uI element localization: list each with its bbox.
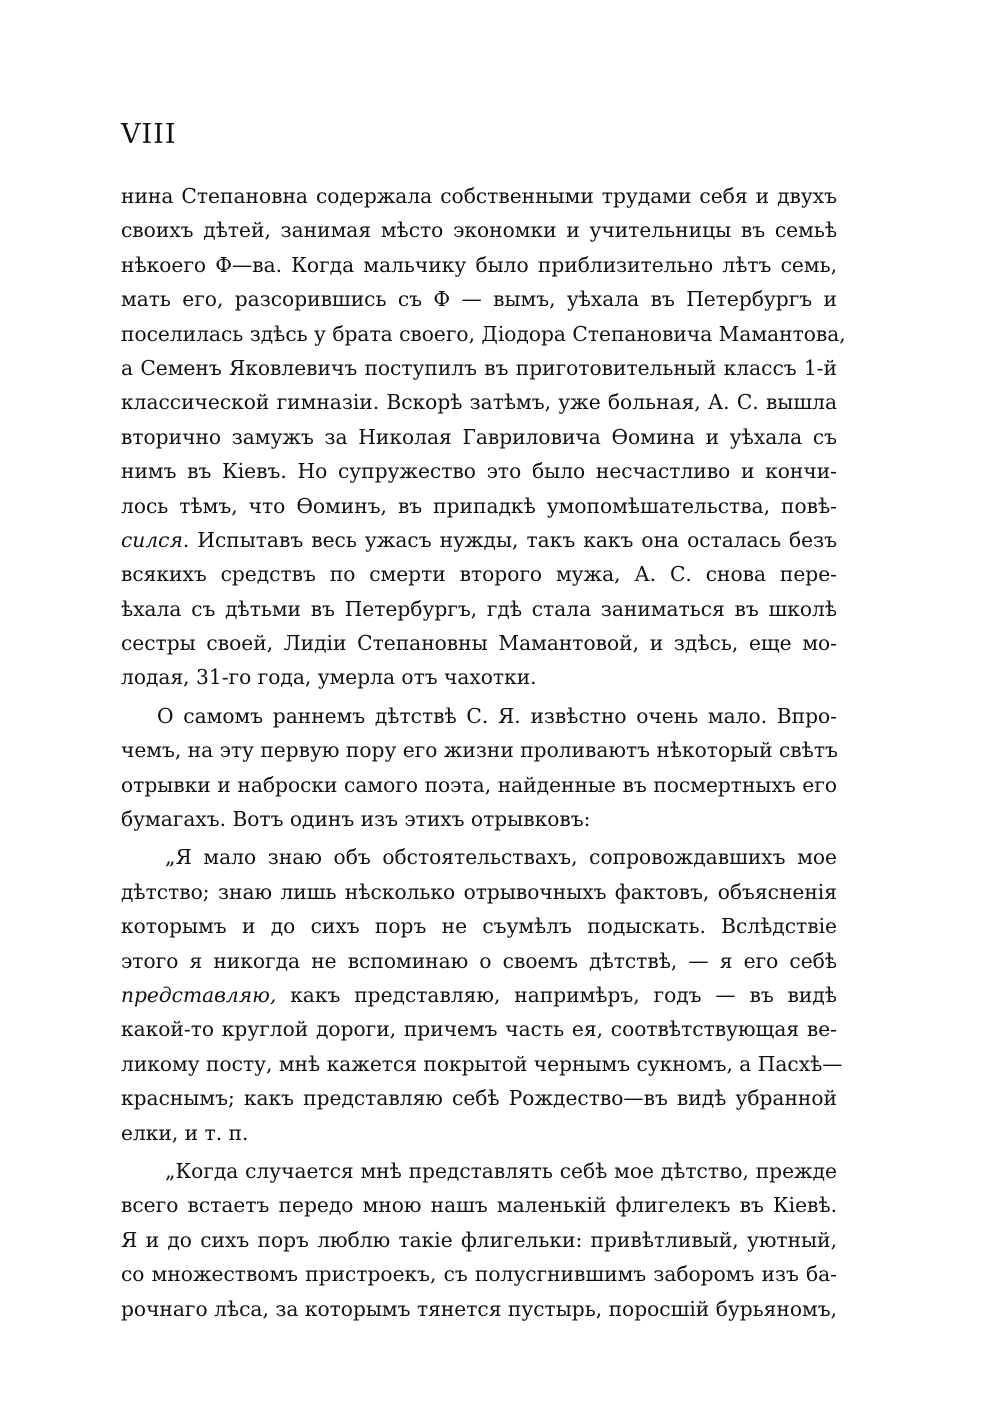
body-text <box>121 179 846 1326</box>
text-line: поселилась здѣсь у брата своего, Діодора Степановича Мамантова, <box>121 321 846 346</box>
text-span: какъ представляю, напримѣръ, годъ — въ видѣ <box>276 982 837 1007</box>
text-line: нѣкоего Ф—ва. Когда мальчику было приблизительно лѣтъ семь, <box>121 252 837 277</box>
text-line: лодая, 31-го года, умерла отъ чахотки. <box>121 665 537 690</box>
text-line: вторично замужъ за Николая Гавриловича Ѳомина и уѣхала съ <box>121 424 837 449</box>
text-line: бумагахъ. Вотъ одинъ изъ этихъ отрывковъ: <box>121 807 591 832</box>
text-line: дѣтство; знаю лишь нѣсколько отрывочныхъ фактовъ, объясненія <box>121 879 837 904</box>
text-line <box>121 523 837 557</box>
text-line: которымъ и до сихъ поръ не съумѣлъ подыскать. Вслѣдствіе <box>121 914 837 939</box>
text-line: ѣхала съ дѣтьми въ Петербургъ, гдѣ стала заниматься въ школѣ <box>121 596 837 621</box>
text-line: отрывки и наброски самого поэта, найденные въ посмертныхъ его <box>121 772 837 797</box>
text-line: О самомъ раннемъ дѣтствѣ С. Я. извѣстно очень мало. Впро- <box>157 703 837 728</box>
text-line: классической гимназіи. Вскорѣ затѣмъ, уже больная, А. С. вышла <box>121 390 837 415</box>
text-line: какой-то круглой дороги, причемъ часть ея, соотвѣтствующая ве- <box>121 1017 837 1042</box>
italic-text: сился. <box>121 527 190 552</box>
text-line: чемъ, на эту первую пору его жизни проливаютъ нѣкоторый свѣтъ <box>121 738 838 763</box>
text-line: рочнаго лѣса, за которымъ тянется пустырь, поросшій бурьяномъ, <box>121 1296 837 1321</box>
text-line <box>121 978 837 1012</box>
paragraph-2 <box>121 699 837 837</box>
text-span: Испытавъ весь ужасъ нужды, такъ какъ она осталась безъ <box>189 527 837 552</box>
text-line: всякихъ средствъ по смерти второго мужа, А. С. снова пере- <box>121 562 837 587</box>
text-line: всего встаетъ передо мною нашъ маленькій флигелекъ въ Кіевѣ. <box>121 1193 837 1218</box>
italic-text: представляю, <box>121 982 277 1007</box>
paragraph-4-quote <box>121 1154 837 1326</box>
text-line: Я и до сихъ поръ люблю такіе флигельки: привѣтливый, уютный, <box>121 1227 837 1252</box>
text-line: со множествомъ пристроекъ, съ полусгнившимъ заборомъ изъ ба- <box>121 1262 837 1287</box>
page-number: VIII <box>121 119 177 150</box>
text-line: а Семенъ Яковлевичъ поступилъ въ приготовительный классъ 1-й <box>121 355 837 380</box>
text-line: нимъ въ Кіевъ. Но супружество это было несчастливо и кончи- <box>121 459 837 484</box>
text-line: мать его, разсорившись съ Ф — вымъ, уѣхала въ Петербургъ и <box>121 287 837 312</box>
text-line: ликому посту, мнѣ кажется покрытой чернымъ сукномъ, а Пасхѣ— <box>121 1051 843 1076</box>
text-line: сестры своей, Лидіи Степановны Мамантовой, и здѣсь, еще мо- <box>121 631 837 656</box>
text-line: лось тѣмъ, что Ѳоминъ, въ припадкѣ умопомѣшательства, повѣ- <box>121 493 837 518</box>
text-line: краснымъ; какъ представляю себѣ Рождество—въ видѣ убранной <box>121 1086 837 1111</box>
paragraph-3-quote <box>121 840 843 1150</box>
paragraph-1 <box>121 179 846 695</box>
text-line: „Когда случается мнѣ представлять себѣ мое дѣтство, прежде <box>165 1158 837 1183</box>
text-line: своихъ дѣтей, занимая мѣсто экономки и учительницы въ семьѣ <box>121 218 837 243</box>
text-line: нина Степановна содержала собственными трудами себя и двухъ <box>121 184 837 208</box>
text-line: этого я никогда не вспоминаю о своемъ дѣтствѣ, — я его себѣ <box>121 948 837 973</box>
text-line: „Я мало знаю объ обстоятельствахъ, сопровождавшихъ мое <box>165 845 837 870</box>
text-line: елки, и т. п. <box>121 1120 249 1145</box>
